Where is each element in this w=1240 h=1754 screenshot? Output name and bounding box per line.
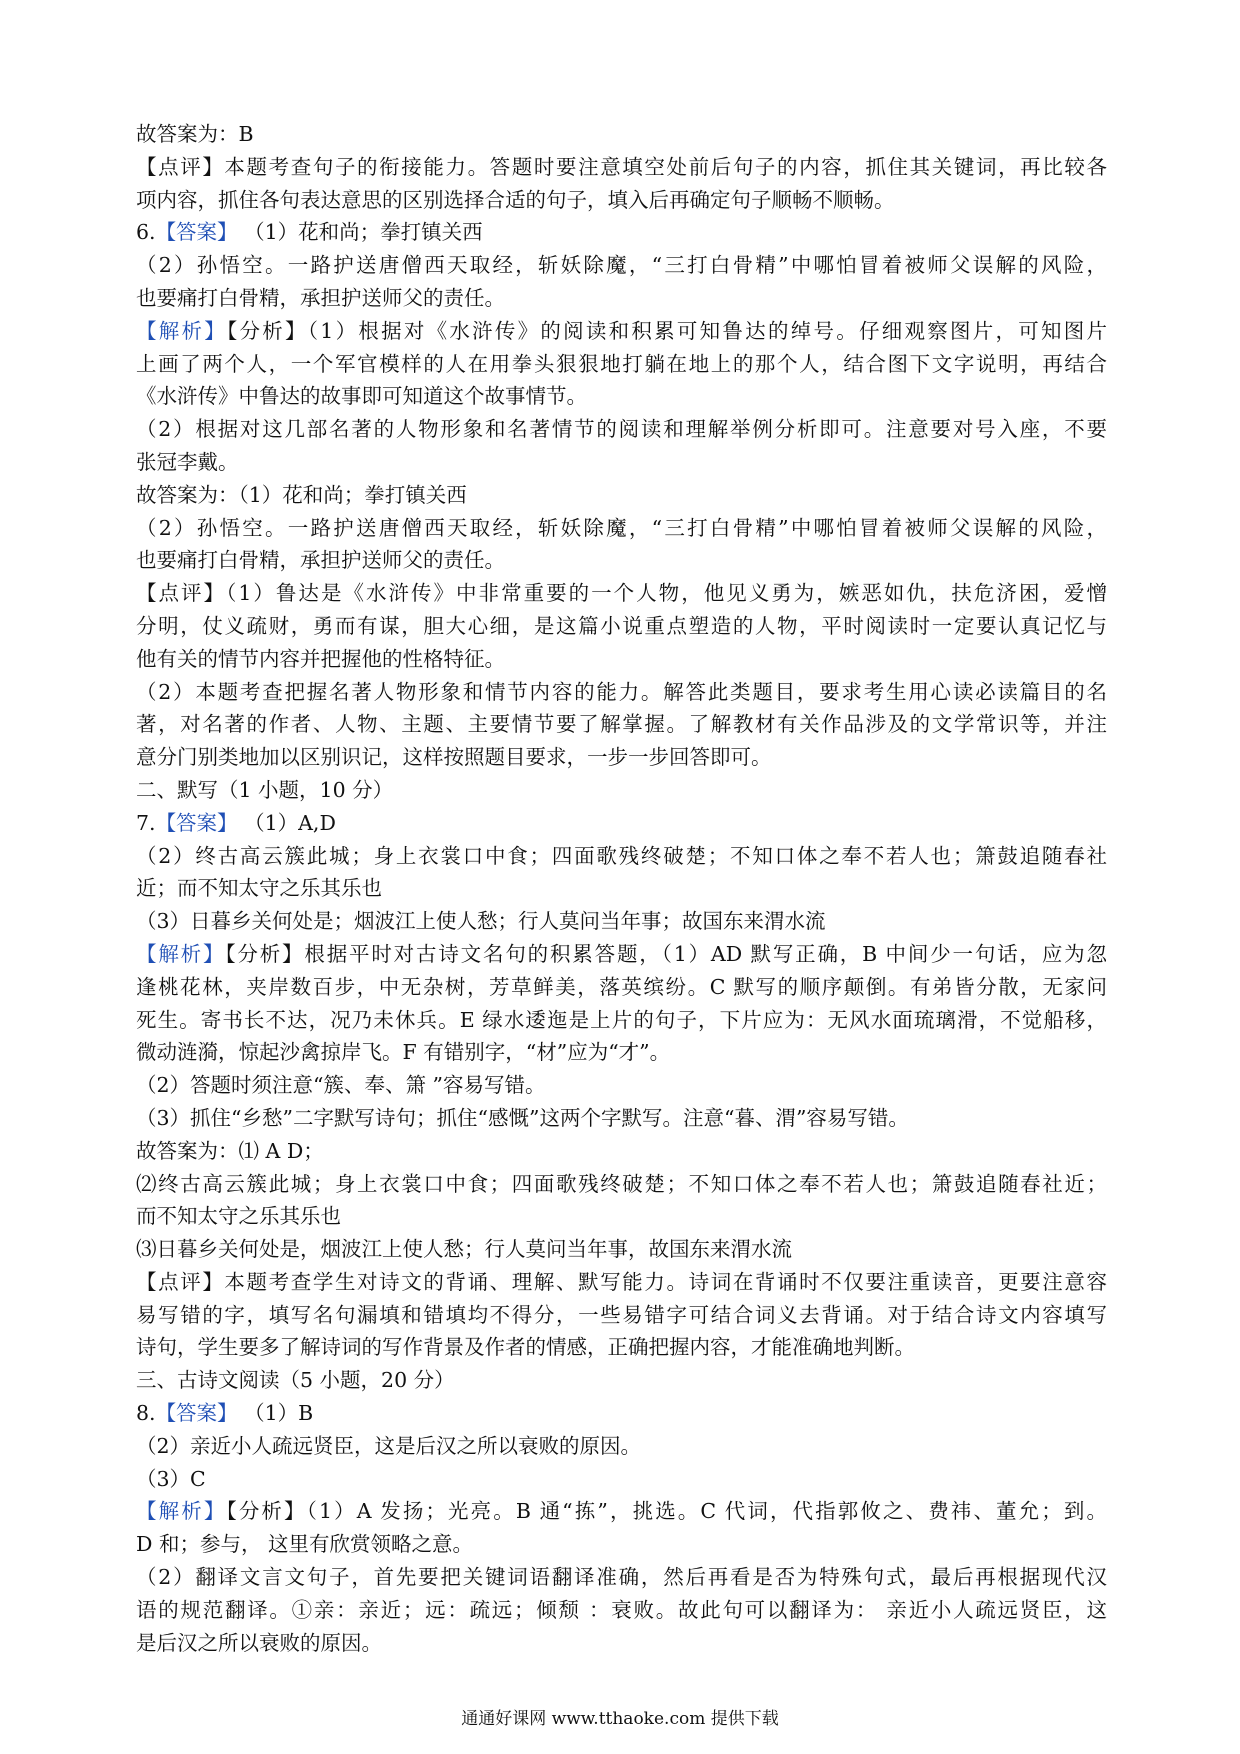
text-line: ⑵终古高云簇此城；身上衣裳口中食；四面歌残终破楚；不知口体之奉不若人也；箫鼓追随春社近； bbox=[136, 1171, 1107, 1196]
text-line: 6.【答案】 （1）花和尚；拳打镇关西 bbox=[136, 220, 483, 245]
text-line: 是后汉之所以衰败的原因。 bbox=[136, 1630, 382, 1655]
page-footer: 通通好课网 www.tthaoke.com 提供下载 bbox=[461, 1709, 779, 1729]
text-line: 【点评】（1）鲁达是《水浒传》中非常重要的一个人物，他见义勇为，嫉恶如仇，扶危济困，爱憎 bbox=[136, 581, 1107, 606]
text-line: 死生。寄书长不达，况乃未休兵。E 绿水逶迤是上片的句子，下片应为：无风水面琉璃滑，不觉船移， bbox=[136, 1007, 1107, 1032]
text-line: 他有关的情节内容并把握他的性格特征。 bbox=[136, 646, 505, 671]
text-line: （2）根据对这几部名著的人物形象和名著情节的阅读和理解举例分析即可。注意要对号入座，不要 bbox=[136, 417, 1107, 442]
text-line: 微动涟漪，惊起沙禽掠岸飞。F 有错别字，“材”应为“才”。 bbox=[136, 1040, 671, 1065]
section-marker: 【答案】 bbox=[155, 220, 238, 245]
text-line: （2）亲近小人疏远贤臣，这是后汉之所以衰败的原因。 bbox=[136, 1433, 642, 1458]
text-line: 三、古诗文阅读（5 小题，20 分） bbox=[136, 1368, 455, 1393]
text-line: 语的规范翻译。①亲：亲近；远：疏远；倾颓 ：衰败。故此句可以翻译为： 亲近小人疏远贤臣，这 bbox=[136, 1597, 1107, 1622]
text-line: 【点评】本题考查学生对诗文的背诵、理解、默写能力。诗词在背诵时不仅要注重读音，更要注意容 bbox=[136, 1269, 1107, 1294]
text-line: 著，对名著的作者、人物、主题、主要情节要了解掌握。了解教材有关作品涉及的文学常识等，并注 bbox=[136, 712, 1107, 737]
text-line: 也要痛打白骨精，承担护送师父的责任。 bbox=[136, 285, 505, 310]
text-line: 【解析】【分析】（1）A 发扬；光亮。B 通“拣”，挑选。C 代词，代指郭攸之、费祎、董允；到。 bbox=[136, 1499, 1107, 1524]
text-line: 诗句，学生要多了解诗词的写作背景及作者的情感，正确把握内容，才能准确地判断。 bbox=[136, 1335, 915, 1360]
section-marker: 【解析】 bbox=[136, 941, 226, 966]
document-body bbox=[136, 118, 1107, 1659]
text-line: （2）孙悟空。一路护送唐僧西天取经，斩妖除魔，“三打白骨精”中哪怕冒着被师父误解的风险， bbox=[136, 253, 1107, 278]
text-line: 上画了两个人，一个军官模样的人在用拳头狠狠地打躺在地上的那个人，结合图下文字说明，再结合 bbox=[136, 351, 1107, 376]
text-line: 张冠李戴。 bbox=[136, 449, 239, 474]
text-line: 故答案为：⑴ A D； bbox=[136, 1138, 324, 1163]
text-line: （2）翻译文言文句子，首先要把关键词语翻译准确，然后再看是否为特殊句式，最后再根据现代汉 bbox=[136, 1565, 1107, 1590]
text-line: 也要痛打白骨精，承担护送师父的责任。 bbox=[136, 548, 505, 573]
text-line: 【解析】【分析】（1）根据对《水浒传》的阅读和积累可知鲁达的绰号。仔细观察图片，可知图片 bbox=[136, 318, 1107, 343]
text-line: 近；而不知太守之乐其乐也 bbox=[136, 876, 382, 901]
text-line: 而不知太守之乐其乐也 bbox=[136, 1204, 341, 1229]
section-marker: 【解析】 bbox=[136, 1499, 227, 1524]
text-line: 7.【答案】 （1）A,D bbox=[136, 810, 336, 835]
text-line: 分明，仗义疏财，勇而有谋，胆大心细，是这篇小说重点塑造的人物，平时阅读时一定要认真记忆与 bbox=[136, 613, 1107, 638]
text-line: 易写错的字，填写名句漏填和错填均不得分，一些易错字可结合词义去背诵。对于结合诗文内容填写 bbox=[136, 1302, 1107, 1327]
text-line: 故答案为：（1）花和尚；拳打镇关西 bbox=[136, 482, 467, 507]
text-line: D 和；参与， 这里有欣赏领略之意。 bbox=[136, 1532, 473, 1557]
text-line: （2）孙悟空。一路护送唐僧西天取经，斩妖除魔，“三打白骨精”中哪怕冒着被师父误解的风险， bbox=[136, 515, 1107, 540]
text-line: （2）终古高云簇此城；身上衣裳口中食；四面歌残终破楚；不知口体之奉不若人也；箫鼓追随春社 bbox=[136, 843, 1107, 868]
text-line: （3）抓住“乡愁”二字默写诗句；抓住“感慨”这两个字默写。注意“暮、渭”容易写错。 bbox=[136, 1105, 909, 1130]
text-line: 意分门别类地加以区别识记，这样按照题目要求，一步一步回答即可。 bbox=[136, 745, 772, 770]
text-line: 逢桃花林，夹岸数百步，中无杂树，芳草鲜美，落英缤纷。C 默写的顺序颠倒。有弟皆分散，无家问 bbox=[136, 974, 1107, 999]
text-line: 8.【答案】 （1）B bbox=[136, 1401, 314, 1426]
text-line: 【点评】本题考查句子的衔接能力。答题时要注意填空处前后句子的内容，抓住其关键词，再比较各 bbox=[136, 154, 1107, 179]
section-marker: 【解析】 bbox=[136, 318, 228, 343]
text-line: ⑶日暮乡关何处是，烟波江上使人愁；行人莫问当年事，故国东来渭水流 bbox=[136, 1237, 792, 1262]
text-line: （3）日暮乡关何处是；烟波江上使人愁；行人莫问当年事；故国东来渭水流 bbox=[136, 909, 826, 934]
text-line: 项内容，抓住各句表达意思的区别选择合适的句子，填入后再确定句子顺畅不顺畅。 bbox=[136, 187, 895, 212]
text-line: （2）答题时须注意“簇、奉、箫 ”容易写错。 bbox=[136, 1073, 546, 1098]
text-line: （3）C bbox=[136, 1466, 206, 1491]
text-line: 故答案为：B bbox=[136, 122, 254, 146]
section-marker: 【答案】 bbox=[155, 1401, 238, 1426]
text-line: 《水浒传》中鲁达的故事即可知道这个故事情节。 bbox=[136, 384, 587, 409]
text-line: 【解析】【分析】根据平时对古诗文名句的积累答题，（1）AD 默写正确，B 中间少一句话，应为忽 bbox=[136, 941, 1107, 966]
text-line: 二、默写（1 小题，10 分） bbox=[136, 777, 394, 802]
text-line: （2）本题考查把握名著人物形象和情节内容的能力。解答此类题目，要求考生用心读必读篇目的名 bbox=[136, 679, 1107, 704]
section-marker: 【答案】 bbox=[155, 810, 238, 835]
